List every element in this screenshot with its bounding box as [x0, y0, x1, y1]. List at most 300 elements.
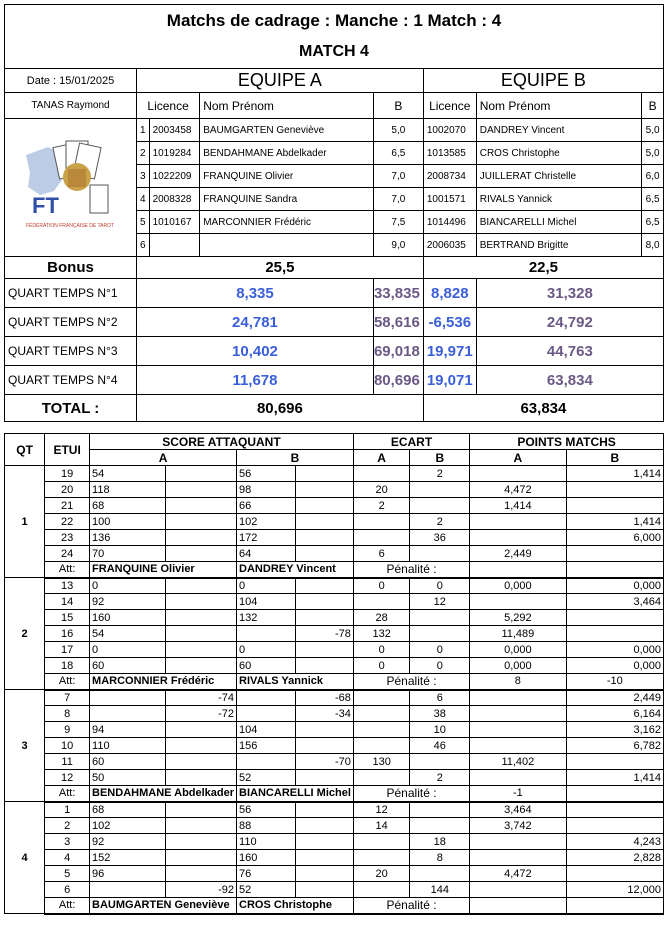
points-a: 11,402: [470, 754, 566, 770]
etui-number: 1: [45, 802, 90, 818]
etui-number: 2: [45, 818, 90, 834]
detail-row: [5, 610, 664, 626]
attacker-a: FRANQUINE Olivier: [90, 562, 237, 578]
score-a-negative: [165, 802, 237, 818]
etui-number: 17: [45, 642, 90, 658]
score-a-negative: [165, 610, 237, 626]
player-licence-b: 1002070: [423, 119, 476, 142]
attacker-b: BIANCARELLI Michel: [237, 786, 354, 802]
etui-number: 19: [45, 466, 90, 482]
attacker-row: [5, 562, 664, 578]
score-a-value: 54: [90, 626, 166, 642]
points-b: 4,243: [566, 834, 663, 850]
score-b-value: 66: [237, 498, 296, 514]
ecart-b: 6: [410, 690, 470, 706]
score-a-negative: [165, 866, 237, 882]
ecart-a: 20: [353, 482, 410, 498]
ecart-b: [410, 818, 470, 834]
player-name-b: DANDREY Vincent: [476, 119, 642, 142]
score-a-negative: [165, 530, 237, 546]
score-a-negative: -74: [165, 690, 237, 706]
quarter-label: QUART TEMPS N°2: [5, 308, 137, 337]
score-b-negative: [296, 594, 354, 610]
points-b: [566, 818, 663, 834]
player-licence-a: 1019284: [149, 142, 200, 165]
quarter-cumul-b: 63,834: [476, 366, 663, 395]
ecart-b: 0: [410, 658, 470, 674]
logo-caption: FÉDÉRATION FRANÇAISE DE TAROT: [26, 223, 115, 229]
ecart-a: 20: [353, 866, 410, 882]
points-b: [566, 754, 663, 770]
detail-row: [5, 546, 664, 562]
points-a: [470, 770, 566, 786]
penalty-b: -10: [566, 674, 663, 690]
detail-row: [5, 578, 664, 594]
attacker-row: [5, 898, 664, 914]
detail-row: [5, 738, 664, 754]
score-a-value: 110: [90, 738, 166, 754]
quarter-number: 4: [5, 802, 45, 914]
player-name-b: BERTRAND Brigitte: [476, 234, 642, 257]
ecart-a: 0: [353, 578, 410, 594]
score-b-value: 104: [237, 722, 296, 738]
attacker-a: BENDAHMANE Abdelkader: [90, 786, 237, 802]
ecart-b: 2: [410, 466, 470, 482]
quarter-row: [5, 366, 664, 395]
player-licence-a: 2008328: [149, 188, 200, 211]
score-a-value: 118: [90, 482, 166, 498]
score-b-negative: [296, 866, 354, 882]
col-licence-b: Licence: [423, 93, 476, 119]
detail-row: [5, 466, 664, 482]
points-a: 0,000: [470, 642, 566, 658]
penalty-b: [566, 898, 663, 914]
score-a-value: [90, 690, 166, 706]
score-a-value: 0: [90, 578, 166, 594]
etui-number: 9: [45, 722, 90, 738]
score-b-value: 156: [237, 738, 296, 754]
quarter-score-a: 24,781: [137, 308, 374, 337]
col-ecart-b: B: [410, 450, 470, 466]
ecart-a: 132: [353, 626, 410, 642]
score-b-negative: [296, 482, 354, 498]
points-a: 2,449: [470, 546, 566, 562]
ecart-a: 2: [353, 498, 410, 514]
detail-row: [5, 690, 664, 706]
bonus-b: 22,5: [423, 257, 663, 279]
ecart-a: 0: [353, 658, 410, 674]
player-name-a: BAUMGARTEN Geneviève: [200, 119, 374, 142]
ecart-b: [410, 482, 470, 498]
player-number: 5: [137, 211, 150, 234]
points-a: 0,000: [470, 578, 566, 594]
score-a-value: 50: [90, 770, 166, 786]
quarter-score-b: 8,828: [423, 279, 476, 308]
match-subtitle: MATCH 4: [5, 37, 664, 69]
ecart-a: 28: [353, 610, 410, 626]
ecart-b: [410, 802, 470, 818]
player-b-b: 6,5: [642, 211, 664, 234]
score-a-negative: [165, 626, 237, 642]
score-a-value: 70: [90, 546, 166, 562]
score-a-value: 60: [90, 658, 166, 674]
score-b-value: 76: [237, 866, 296, 882]
etui-number: 18: [45, 658, 90, 674]
col-points: POINTS MATCHS: [470, 434, 664, 450]
col-etui: ETUI: [45, 434, 90, 466]
player-licence-b: 1014496: [423, 211, 476, 234]
score-a-negative: [165, 594, 237, 610]
score-a-value: [90, 882, 166, 898]
penalty-b: [566, 562, 663, 578]
total-label: TOTAL :: [5, 395, 137, 422]
ecart-a: [353, 770, 410, 786]
detail-row: [5, 530, 664, 546]
etui-number: 13: [45, 578, 90, 594]
score-b-value: 52: [237, 882, 296, 898]
etui-number: 11: [45, 754, 90, 770]
bonus-label: Bonus: [5, 257, 137, 279]
score-a-negative: [165, 818, 237, 834]
col-b-a: B: [373, 93, 423, 119]
points-a: 4,472: [470, 866, 566, 882]
quarter-score-b: 19,971: [423, 337, 476, 366]
quarter-label: QUART TEMPS N°1: [5, 279, 137, 308]
score-a-value: 94: [90, 722, 166, 738]
ecart-b: [410, 610, 470, 626]
col-score-a: A: [90, 450, 237, 466]
ecart-b: 12: [410, 594, 470, 610]
points-b: 3,464: [566, 594, 663, 610]
penalty-a: -1: [470, 786, 566, 802]
points-b: 0,000: [566, 658, 663, 674]
col-b-b: B: [642, 93, 664, 119]
player-licence-a: 1022209: [149, 165, 200, 188]
quarter-cumul-a: 80,696: [373, 366, 423, 395]
score-a-value: 136: [90, 530, 166, 546]
detail-row: [5, 850, 664, 866]
ecart-b: [410, 546, 470, 562]
federation-logo: [5, 119, 137, 257]
total-b: 63,834: [423, 395, 663, 422]
page-title: Matchs de cadrage : Manche : 1 Match : 4: [5, 5, 664, 37]
attacker-row: [5, 674, 664, 690]
points-b: 2,449: [566, 690, 663, 706]
score-b-value: 56: [237, 466, 296, 482]
col-qt: QT: [5, 434, 45, 466]
player-b-b: 6,5: [642, 188, 664, 211]
score-b-value: 104: [237, 594, 296, 610]
score-a-negative: [165, 658, 237, 674]
attacker-b: DANDREY Vincent: [237, 562, 354, 578]
score-a-value: 68: [90, 802, 166, 818]
ecart-b: [410, 866, 470, 882]
etui-number: 15: [45, 610, 90, 626]
quarter-cumul-a: 69,018: [373, 337, 423, 366]
player-name-a: FRANQUINE Olivier: [200, 165, 374, 188]
score-a-value: 68: [90, 498, 166, 514]
col-name-b: Nom Prénom: [476, 93, 642, 119]
player-b-a: 7,0: [373, 188, 423, 211]
ecart-a: [353, 850, 410, 866]
score-a-negative: [165, 498, 237, 514]
points-a: 1,414: [470, 498, 566, 514]
detail-row: [5, 802, 664, 818]
score-b-value: 102: [237, 514, 296, 530]
ecart-b: 2: [410, 514, 470, 530]
score-b-negative: [296, 498, 354, 514]
ecart-b: 0: [410, 642, 470, 658]
ecart-a: [353, 706, 410, 722]
ecart-a: [353, 882, 410, 898]
detail-row: [5, 514, 664, 530]
detail-row: [5, 706, 664, 722]
points-a: [470, 850, 566, 866]
score-b-negative: -34: [296, 706, 354, 722]
federation-logo-icon: [8, 125, 133, 245]
quarter-score-a: 8,335: [137, 279, 374, 308]
score-a-value: 160: [90, 610, 166, 626]
quarter-row: [5, 279, 664, 308]
quarter-label: QUART TEMPS N°4: [5, 366, 137, 395]
score-b-negative: [296, 514, 354, 530]
col-licence-a: Licence: [137, 93, 200, 119]
score-a-value: 0: [90, 642, 166, 658]
player-name-a: MARCONNIER Frédéric: [200, 211, 374, 234]
col-score: SCORE ATTAQUANT: [90, 434, 354, 450]
quarter-cumul-b: 31,328: [476, 279, 663, 308]
score-a-negative: [165, 466, 237, 482]
ecart-b: [410, 754, 470, 770]
score-a-negative: [165, 770, 237, 786]
player-row: [5, 119, 664, 142]
etui-number: 10: [45, 738, 90, 754]
quarter-cumul-a: 58,616: [373, 308, 423, 337]
score-a-value: 92: [90, 834, 166, 850]
ecart-a: 130: [353, 754, 410, 770]
points-b: [566, 610, 663, 626]
player-name-a: FRANQUINE Sandra: [200, 188, 374, 211]
detail-row: [5, 626, 664, 642]
detail-row: [5, 642, 664, 658]
detail-row: [5, 482, 664, 498]
score-b-negative: [296, 642, 354, 658]
score-b-value: [237, 706, 296, 722]
match-date: Date : 15/01/2025: [5, 69, 137, 93]
player-b-b: 5,0: [642, 119, 664, 142]
player-b-a: 9,0: [373, 234, 423, 257]
points-a: [470, 594, 566, 610]
player-b-a: 5,0: [373, 119, 423, 142]
quarter-number: 1: [5, 466, 45, 578]
score-a-negative: [165, 722, 237, 738]
team-b-title: EQUIPE B: [423, 69, 663, 93]
points-b: 0,000: [566, 642, 663, 658]
score-a-value: [90, 706, 166, 722]
penalty-label: Pénalité :: [353, 674, 469, 690]
etui-number: 3: [45, 834, 90, 850]
score-a-value: 60: [90, 754, 166, 770]
quarter-score-a: 11,678: [137, 366, 374, 395]
col-points-a: A: [470, 450, 566, 466]
quarter-score-a: 10,402: [137, 337, 374, 366]
quarter-row: [5, 337, 664, 366]
player-licence-a: [149, 234, 200, 257]
ecart-a: 0: [353, 642, 410, 658]
score-b-negative: [296, 834, 354, 850]
ecart-b: 46: [410, 738, 470, 754]
points-a: 5,292: [470, 610, 566, 626]
ecart-a: [353, 530, 410, 546]
ecart-b: 2: [410, 770, 470, 786]
ecart-b: 10: [410, 722, 470, 738]
points-b: [566, 802, 663, 818]
points-b: 1,414: [566, 514, 663, 530]
quarter-cumul-b: 24,792: [476, 308, 663, 337]
score-b-negative: [296, 802, 354, 818]
score-b-negative: [296, 882, 354, 898]
score-b-negative: [296, 722, 354, 738]
att-label: Att:: [45, 786, 90, 802]
detail-row: [5, 658, 664, 674]
attacker-b: CROS Christophe: [237, 898, 354, 914]
score-b-value: 0: [237, 578, 296, 594]
score-b-negative: -70: [296, 754, 354, 770]
player-b-b: 5,0: [642, 142, 664, 165]
score-b-value: 0: [237, 642, 296, 658]
etui-number: 4: [45, 850, 90, 866]
penalty-a: 8: [470, 674, 566, 690]
points-a: [470, 882, 566, 898]
detail-row: [5, 722, 664, 738]
score-b-negative: [296, 578, 354, 594]
points-a: 4,472: [470, 482, 566, 498]
score-b-value: 60: [237, 658, 296, 674]
detail-row: [5, 594, 664, 610]
score-b-value: 172: [237, 530, 296, 546]
ecart-a: [353, 722, 410, 738]
score-b-negative: [296, 610, 354, 626]
score-b-negative: [296, 466, 354, 482]
etui-number: 6: [45, 882, 90, 898]
points-b: 6,782: [566, 738, 663, 754]
etui-number: 12: [45, 770, 90, 786]
points-a: [470, 690, 566, 706]
player-number: 2: [137, 142, 150, 165]
score-a-value: 100: [90, 514, 166, 530]
penalty-b: [566, 786, 663, 802]
player-name-b: CROS Christophe: [476, 142, 642, 165]
etui-number: 16: [45, 626, 90, 642]
score-a-negative: [165, 642, 237, 658]
score-b-value: 56: [237, 802, 296, 818]
score-a-negative: [165, 738, 237, 754]
penalty-a: [470, 562, 566, 578]
points-b: 1,414: [566, 770, 663, 786]
player-number: 6: [137, 234, 150, 257]
etui-number: 21: [45, 498, 90, 514]
points-b: 6,000: [566, 530, 663, 546]
points-a: [470, 722, 566, 738]
score-a-value: 96: [90, 866, 166, 882]
ecart-b: [410, 498, 470, 514]
score-a-negative: -72: [165, 706, 237, 722]
ecart-b: 36: [410, 530, 470, 546]
score-b-value: 160: [237, 850, 296, 866]
ecart-a: [353, 690, 410, 706]
penalty-a: [470, 898, 566, 914]
score-b-value: 88: [237, 818, 296, 834]
quarter-number: 2: [5, 578, 45, 690]
detail-table: [4, 433, 664, 915]
points-a: [470, 834, 566, 850]
points-b: 12,000: [566, 882, 663, 898]
etui-number: 20: [45, 482, 90, 498]
detail-row: [5, 866, 664, 882]
score-b-value: [237, 626, 296, 642]
penalty-label: Pénalité :: [353, 898, 469, 914]
ecart-a: [353, 738, 410, 754]
etui-number: 23: [45, 530, 90, 546]
referee-name: TANAS Raymond: [5, 93, 137, 119]
ecart-a: [353, 594, 410, 610]
score-b-value: [237, 690, 296, 706]
points-a: [470, 530, 566, 546]
quarter-cumul-b: 44,763: [476, 337, 663, 366]
player-licence-b: 1001571: [423, 188, 476, 211]
etui-number: 5: [45, 866, 90, 882]
score-a-negative: -92: [165, 882, 237, 898]
ecart-a: 12: [353, 802, 410, 818]
points-b: 3,162: [566, 722, 663, 738]
score-b-negative: -78: [296, 626, 354, 642]
points-a: 11,489: [470, 626, 566, 642]
score-a-value: 92: [90, 594, 166, 610]
ecart-a: [353, 466, 410, 482]
quarter-score-b: 19,071: [423, 366, 476, 395]
att-label: Att:: [45, 898, 90, 914]
detail-row: [5, 882, 664, 898]
ecart-a: 14: [353, 818, 410, 834]
penalty-label: Pénalité :: [353, 786, 469, 802]
points-a: [470, 514, 566, 530]
points-b: 6,164: [566, 706, 663, 722]
etui-number: 24: [45, 546, 90, 562]
points-b: [566, 866, 663, 882]
player-number: 3: [137, 165, 150, 188]
points-a: [470, 738, 566, 754]
ecart-b: 8: [410, 850, 470, 866]
etui-number: 7: [45, 690, 90, 706]
att-label: Att:: [45, 674, 90, 690]
score-b-negative: [296, 770, 354, 786]
player-name-b: RIVALS Yannick: [476, 188, 642, 211]
col-ecart-a: A: [353, 450, 410, 466]
points-b: [566, 498, 663, 514]
ecart-b: 0: [410, 578, 470, 594]
ecart-b: 38: [410, 706, 470, 722]
bonus-a: 25,5: [137, 257, 424, 279]
player-b-a: 6,5: [373, 142, 423, 165]
score-a-value: 102: [90, 818, 166, 834]
points-b: 2,828: [566, 850, 663, 866]
ecart-a: 6: [353, 546, 410, 562]
total-a: 80,696: [137, 395, 424, 422]
player-licence-b: 2008734: [423, 165, 476, 188]
points-b: [566, 482, 663, 498]
attacker-a: MARCONNIER Frédéric: [90, 674, 237, 690]
ecart-a: [353, 514, 410, 530]
